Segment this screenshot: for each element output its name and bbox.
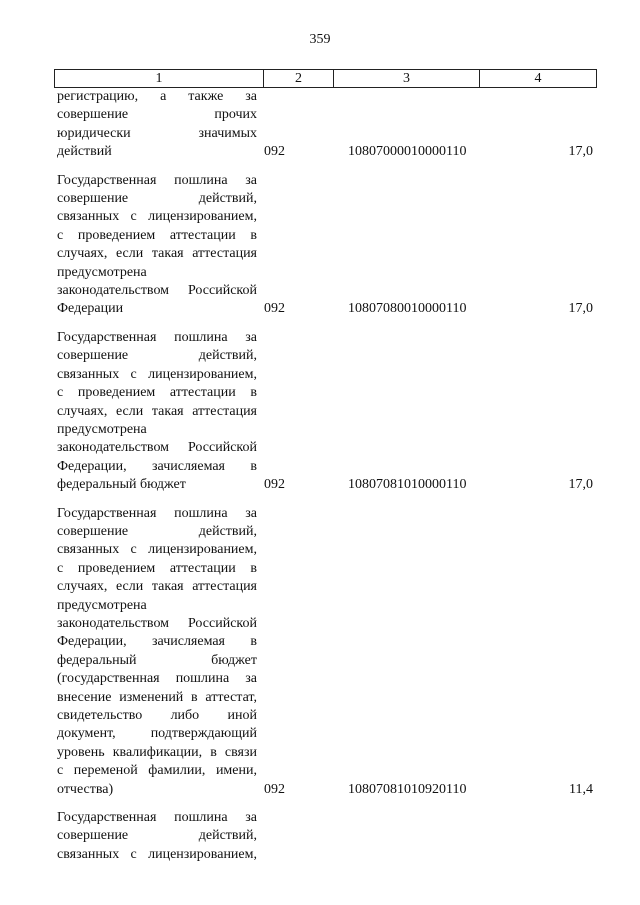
description-line: действий bbox=[57, 144, 112, 160]
description-line: совершение действий, bbox=[57, 828, 257, 844]
description-line: Государственная пошлина за bbox=[57, 505, 257, 521]
admin-code: 092 bbox=[264, 781, 285, 797]
description-line: Государственная пошлина за bbox=[57, 172, 257, 188]
description-line: отчества) bbox=[57, 781, 114, 797]
row-description bbox=[57, 329, 257, 495]
admin-code: 092 bbox=[264, 144, 285, 160]
description-line: законодательством Российской bbox=[57, 440, 257, 456]
amount-value: 11,4 bbox=[569, 781, 593, 797]
description-line: с проведением аттестации в bbox=[57, 385, 257, 401]
description-line: случаях, если такая аттестация bbox=[57, 403, 257, 419]
description-line: внесение изменений в аттестат, bbox=[57, 689, 257, 705]
description-line: связанных с лицензированием, bbox=[57, 209, 257, 225]
description-line: уровень квалификации, в связи bbox=[57, 744, 257, 760]
kbk-code: 10807000010000110 bbox=[348, 144, 467, 160]
description-line: предусмотрена bbox=[57, 264, 147, 280]
description-line: Федерации bbox=[57, 301, 124, 317]
amount-value: 17,0 bbox=[568, 477, 593, 493]
table-row bbox=[57, 505, 593, 800]
description-line: Государственная пошлина за bbox=[57, 810, 257, 826]
description-line: совершение действий, bbox=[57, 523, 257, 539]
description-line: случаях, если такая аттестация bbox=[57, 246, 257, 262]
header-col-4: 4 bbox=[480, 70, 597, 88]
description-line: свидетельство либо иной bbox=[57, 708, 257, 723]
kbk-code: 10807080010000110 bbox=[348, 301, 467, 317]
table-body bbox=[57, 88, 593, 864]
description-line: с проведением аттестации в bbox=[57, 227, 257, 243]
amount-value: 17,0 bbox=[568, 301, 593, 317]
description-line: федеральный бюджет bbox=[57, 477, 186, 493]
description-line: связанных с лицензированием, bbox=[57, 846, 257, 862]
table-row bbox=[57, 329, 593, 495]
header-col-2: 2 bbox=[264, 70, 334, 88]
kbk-code: 10807081010920110 bbox=[348, 781, 467, 797]
description-line: (государственная пошлина за bbox=[57, 671, 257, 687]
description-line: регистрацию, а также за bbox=[57, 89, 257, 104]
description-line: связанных с лицензированием, bbox=[57, 366, 257, 382]
description-line: Федерации, зачисляемая в bbox=[57, 634, 257, 650]
header-col-3: 3 bbox=[334, 70, 480, 88]
admin-code: 092 bbox=[264, 477, 285, 493]
table-row bbox=[57, 172, 593, 319]
description-line: законодательством Российской bbox=[57, 615, 257, 631]
header-col-1: 1 bbox=[55, 70, 264, 88]
description-line: Государственная пошлина за bbox=[57, 329, 257, 345]
description-line: предусмотрена bbox=[57, 421, 147, 437]
description-line: случаях, если такая аттестация bbox=[57, 579, 257, 595]
amount-value: 17,0 bbox=[568, 144, 593, 160]
description-line: юридически значимых bbox=[57, 125, 257, 141]
row-description bbox=[57, 88, 257, 162]
description-line: совершение прочих bbox=[57, 107, 257, 123]
row-description bbox=[57, 505, 257, 800]
kbk-code: 10807081010000110 bbox=[348, 477, 467, 493]
description-line: связанных с лицензированием, bbox=[57, 542, 257, 558]
description-line: с проведением аттестации в bbox=[57, 560, 257, 576]
page-number: 359 bbox=[309, 32, 331, 47]
description-line: Федерации, зачисляемая в bbox=[57, 458, 257, 474]
description-line: совершение действий, bbox=[57, 348, 257, 364]
table-row bbox=[57, 88, 593, 162]
description-line: документ, подтверждающий bbox=[57, 726, 257, 742]
description-line: федеральный бюджет bbox=[57, 652, 257, 668]
description-line: предусмотрена bbox=[57, 597, 147, 613]
table-row bbox=[57, 809, 593, 864]
row-description bbox=[57, 172, 257, 319]
table-header bbox=[54, 69, 597, 88]
description-line: с переменой фамилии, имени, bbox=[57, 763, 257, 779]
row-description bbox=[57, 809, 257, 864]
admin-code: 092 bbox=[264, 301, 285, 317]
description-line: законодательством Российской bbox=[57, 283, 257, 299]
description-line: совершение действий, bbox=[57, 191, 257, 207]
